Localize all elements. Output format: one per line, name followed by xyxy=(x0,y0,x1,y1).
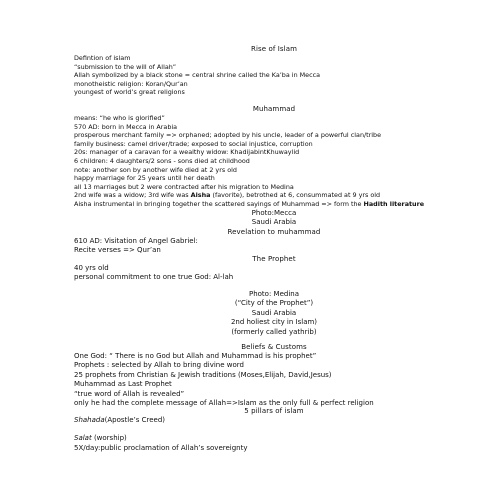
text-line: note: another son by another wife died at 2 yrs old xyxy=(74,165,237,174)
text-line: 610 AD: Visitation of Angel Gabriel: xyxy=(74,237,198,245)
text-line-hadith: Aisha instrumental in bringing together the scattered sayings of Muhammad => form the Hadith literature xyxy=(74,199,425,208)
text-line: (formerly called yathrib) xyxy=(231,327,317,336)
section-medina xyxy=(74,290,474,337)
text-line-aisha: 2nd wife was a widow; 3rd wife was Aisha (favorite), betrothed at 6, consummated at 9 yrs old xyxy=(74,191,381,200)
text-line: Allah symbolized by a black stone = central shrine called the Ka’ba in Mecca xyxy=(74,71,321,80)
text-line: 20s: manager of a caravan for a wealthy widow: KhadijabintKhuwaylid xyxy=(74,148,300,157)
text-line: happy marriage for 25 years until her death xyxy=(74,174,215,183)
text-line: Prophets : selected by Allah to bring divine word xyxy=(74,361,244,370)
blank-line xyxy=(74,425,474,434)
hadith-bold: Hadith literature xyxy=(363,199,425,208)
pillar-salat: Salat (worship) xyxy=(74,434,127,443)
aisha-bold: Aisha xyxy=(190,191,211,200)
text-line: monotheistic religion: Koran/Qur’an xyxy=(74,79,188,88)
text-line: all 13 marriages but 2 were contracted after his migration to Medina xyxy=(74,182,294,191)
section-revelation xyxy=(74,227,474,256)
section-rise-of-islam xyxy=(74,44,474,97)
text-line: 6 children: 4 daughters/2 sons - sons died at childhood xyxy=(74,156,250,165)
text-line: family business: camel driver/trade; exposed to social injustice, corruption xyxy=(74,139,313,148)
heading-muhammad: Muhammad xyxy=(252,105,296,113)
section-pillars xyxy=(74,406,474,453)
pillar-shahada: Shahada(Apostle’s Creed) xyxy=(74,416,166,424)
photo-caption-country: Saudi Arabia xyxy=(251,217,297,226)
section-beliefs xyxy=(74,342,474,408)
text-line: 40 yrs old xyxy=(74,264,109,272)
photo-caption-mecca: Photo:Mecca xyxy=(251,208,297,217)
text-line: “true word of Allah is revealed” xyxy=(74,389,185,398)
text-line: means: “he who is glorified” xyxy=(74,114,165,122)
text-line: (“City of the Prophet”) xyxy=(234,299,314,308)
photo-caption-medina: Photo: Medina xyxy=(248,290,299,298)
text-line: Defintion of islam xyxy=(74,54,131,62)
text-line: Recite verses => Qur’an xyxy=(74,246,161,255)
heading-rise-of-islam: Rise of Islam xyxy=(250,45,298,53)
text-line: youngest of world’s great religions xyxy=(74,88,185,97)
text-line: Muhammad as Last Prophet xyxy=(74,380,172,389)
text-line: 570 AD: born in Mecca in Arabia xyxy=(74,122,178,131)
text-line: “submission to the will of Allah” xyxy=(74,62,177,71)
section-prophet xyxy=(74,254,474,283)
text-line: One God: “ There is no God but Allah and Muhammad is his prophet” xyxy=(74,352,317,360)
heading-pillars: 5 pillars of islam xyxy=(244,407,304,415)
heading-prophet: The Prophet xyxy=(252,255,296,263)
heading-revelation: Revelation to muhammad xyxy=(227,228,321,236)
text-line: 5X/day:public proclamation of Allah’s sovereignty xyxy=(74,443,248,452)
text-line: 25 prophets from Christian & Jewish traditions (Moses,Elijah, David,Jesus) xyxy=(74,370,332,379)
heading-beliefs: Beliefs & Customs xyxy=(241,343,307,351)
section-muhammad xyxy=(74,104,474,227)
text-line: prosperous merchant family => orphaned; adopted by his uncle, leader of a powerful clan/tribe xyxy=(74,131,382,140)
text-line: only he had the complete message of Allah=>Islam as the only full & perfect religion xyxy=(74,399,374,408)
text-line: Saudi Arabia xyxy=(251,308,297,317)
text-line: personal commitment to one true God: Al-lah xyxy=(74,273,234,282)
text-line: 2nd holiest city in Islam) xyxy=(230,318,318,327)
